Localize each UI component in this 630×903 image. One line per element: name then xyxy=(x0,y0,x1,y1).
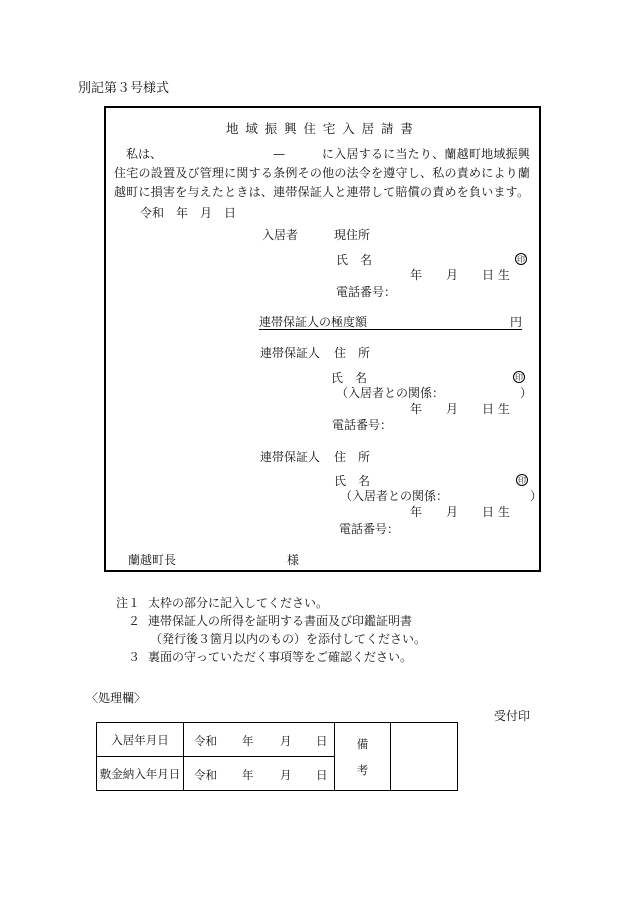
move-in-month: 月 xyxy=(280,734,292,748)
addressee-honorific: 様 xyxy=(287,553,300,567)
guarantee-limit-label: 連帯保証人の極度額 xyxy=(259,315,368,329)
date-line: 令和 年 月 日 xyxy=(140,206,237,220)
resident-name-label: 氏 名 xyxy=(336,253,373,267)
body-line3: 越町に損害を与えたときは、連帯保証人と連帯して賠償の責めを負います。 xyxy=(114,185,530,199)
resident-seal-icon: 印 xyxy=(517,255,525,264)
guarantor1-seal-icon: 印 xyxy=(515,373,523,382)
remarks-label-1: 備 xyxy=(356,736,369,751)
body-line1-start: 私は、 xyxy=(126,147,163,161)
guarantor2-phone-label: 電話番号： xyxy=(339,522,400,536)
guarantor1-relation-label: （入居者との関係： xyxy=(336,386,445,400)
deposit-date-cell xyxy=(184,757,335,791)
guarantor2-seal-icon: 印 xyxy=(518,476,526,485)
addressee-label: 蘭越町長 xyxy=(128,553,177,567)
guarantor2-name-label: 氏 名 xyxy=(334,474,371,488)
resident-birthdate: 年 月 日 生 xyxy=(410,268,510,282)
resident-phone-label: 電話番号： xyxy=(336,285,397,299)
remarks-label-cell xyxy=(335,723,391,791)
guarantor1-birthdate: 年 月 日 生 xyxy=(410,402,510,416)
guarantor1-relation-close: ） xyxy=(520,386,533,400)
processing-table xyxy=(96,722,458,791)
move-in-year: 年 xyxy=(242,734,254,748)
move-in-date-label: 入居年月日 xyxy=(97,723,184,757)
body-line2: 住宅の設置及び管理に関する条例その他の法令を遵守し、私の責めにより蘭 xyxy=(114,166,531,180)
note2-text: 連帯保証人の所得を証明する書面及び印鑑証明書 xyxy=(148,614,413,628)
remarks-value-cell xyxy=(391,723,458,791)
deposit-year: 年 xyxy=(242,768,254,782)
form-title: 地域振興住宅入居請書 xyxy=(226,121,420,136)
remarks-label-2: 考 xyxy=(356,762,369,777)
body-line1-dash: — xyxy=(273,147,285,161)
guarantor1-label: 連帯保証人 xyxy=(260,346,321,360)
guarantee-limit-line xyxy=(259,315,522,330)
guarantor1-address-label: 住 所 xyxy=(334,346,371,360)
guarantor2-relation-label: （入居者との関係： xyxy=(340,489,449,503)
processing-section-label: 〈処理欄〉 xyxy=(86,691,147,705)
deposit-era: 令和 xyxy=(194,768,217,782)
move-in-date-cell xyxy=(184,723,335,757)
guarantor2-address-label: 住 所 xyxy=(334,450,371,464)
note1-text: 太枠の部分に記入してください。 xyxy=(148,596,329,610)
note2-continued: （発行後３箇月以内のもの）を添付してください。 xyxy=(150,632,427,646)
guarantor2-birthdate: 年 月 日 生 xyxy=(410,505,510,519)
note3-number: ３ xyxy=(128,650,141,664)
body-line1-end: に入居するに当たり、蘭越町地域振興 xyxy=(322,147,531,161)
note1-number: 注１ xyxy=(116,596,141,610)
move-in-day: 日 xyxy=(316,734,328,748)
guarantee-limit-unit: 円 xyxy=(509,315,522,329)
note3-text: 裏面の守っていただく事項等をご確認ください。 xyxy=(148,650,413,664)
deposit-day: 日 xyxy=(316,768,328,782)
receipt-stamp-label: 受付印 xyxy=(494,709,531,723)
move-in-era: 令和 xyxy=(194,734,217,748)
form-number-label: 別記第３号様式 xyxy=(78,81,170,96)
guarantor2-relation-close: ） xyxy=(530,489,543,503)
guarantor1-name-label: 氏 名 xyxy=(331,371,368,385)
guarantor2-label: 連帯保証人 xyxy=(260,450,321,464)
resident-label: 入居者 xyxy=(262,228,299,242)
guarantor1-phone-label: 電話番号： xyxy=(332,418,393,432)
resident-address-label: 現住所 xyxy=(334,228,371,242)
deposit-date-label: 敷金納入年月日 xyxy=(97,757,184,791)
deposit-month: 月 xyxy=(280,768,292,782)
note2-number: ２ xyxy=(128,614,141,628)
